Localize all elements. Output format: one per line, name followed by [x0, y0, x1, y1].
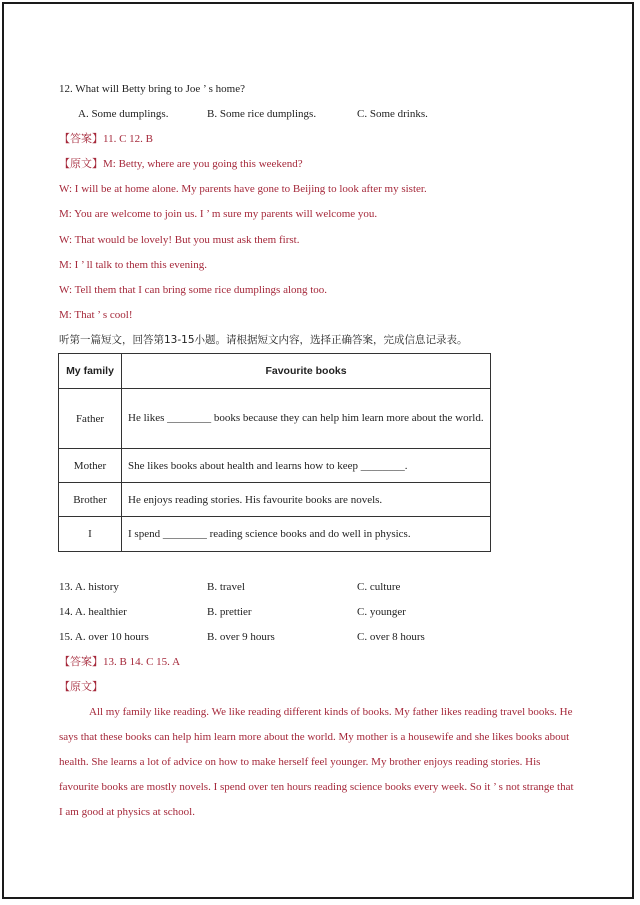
row-text: She likes books about health and learns how to keep ________. — [122, 449, 491, 483]
q13-option-c: C. culture — [357, 581, 401, 593]
q12-option-b: B. Some rice dumplings. — [207, 108, 317, 120]
header-favourite-books: Favourite books — [122, 354, 491, 389]
q14-option-a: 14. A. healthier — [59, 606, 127, 618]
q13-option-a: 13. A. history — [59, 581, 119, 593]
table-row — [59, 517, 491, 552]
transcript-line: M: You are welcome to join us. I ’ m sure my parents will welcome you. — [59, 208, 378, 220]
row-member: Brother — [59, 483, 122, 517]
row-text: He likes ________ books because they can help him learn more about the world. — [122, 389, 491, 449]
row-member: I — [59, 517, 122, 552]
transcript-line: W: I will be at home alone. My parents have gone to Beijing to look after my sister. — [59, 183, 427, 195]
row-text: He enjoys reading stories. His favourite books are novels. — [122, 483, 491, 517]
transcript2-passage — [59, 700, 579, 825]
row-text: I spend ________ reading science books and do well in physics. — [122, 517, 491, 552]
question-12: 12. What will Betty bring to Joe ’ s home? — [59, 83, 245, 95]
table-row — [59, 483, 491, 517]
table-header-row — [59, 354, 491, 389]
transcript-line: 【原文】M: Betty, where are you going this weekend? — [59, 158, 303, 170]
transcript2-label: 【原文】 — [59, 681, 103, 693]
transcript-line: M: That ’ s cool! — [59, 309, 133, 321]
answer-13-15: 【答案】13. B 14. C 15. A — [59, 656, 181, 668]
transcript-line: M: I ’ ll talk to them this evening. — [59, 259, 207, 271]
transcript-line: W: That would be lovely! But you must ask them first. — [59, 234, 300, 246]
q15-option-a: 15. A. over 10 hours — [59, 631, 149, 643]
q14-option-b: B. prettier — [207, 606, 252, 618]
row-member: Mother — [59, 449, 122, 483]
row-member: Father — [59, 389, 122, 449]
header-my-family: My family — [59, 354, 122, 389]
q13-option-b: B. travel — [207, 581, 245, 593]
info-record-table — [58, 353, 491, 552]
transcript2-text: All my family like reading. We like reading different kinds of books. My father likes reading travel books. He says that these books can help him learn more about the world. My mother is a housewife and she likes books about health. She learns a lot of advice on how to make herself feel younger. My brother enjoys reading stories. His favourite books are mostly novels. I spend over ten hours reading science books every week. So it ’ s not strange that I am good at physics at school. — [59, 706, 574, 818]
transcript-line: W: Tell them that I can bring some rice dumplings along too. — [59, 284, 328, 296]
table-row — [59, 449, 491, 483]
q12-option-a: A. Some dumplings. — [78, 108, 169, 120]
q15-option-b: B. over 9 hours — [207, 631, 275, 643]
table-row — [59, 389, 491, 449]
q14-option-c: C. younger — [357, 606, 406, 618]
section-instruction: 听第一篇短文，回答第13-15小题。请根据短文内容，选择正确答案，完成信息记录表。 — [59, 334, 468, 346]
q15-option-c: C. over 8 hours — [357, 631, 425, 643]
q12-option-c: C. Some drinks. — [357, 108, 428, 120]
answer-11-12: 【答案】11. C 12. B — [59, 133, 154, 145]
